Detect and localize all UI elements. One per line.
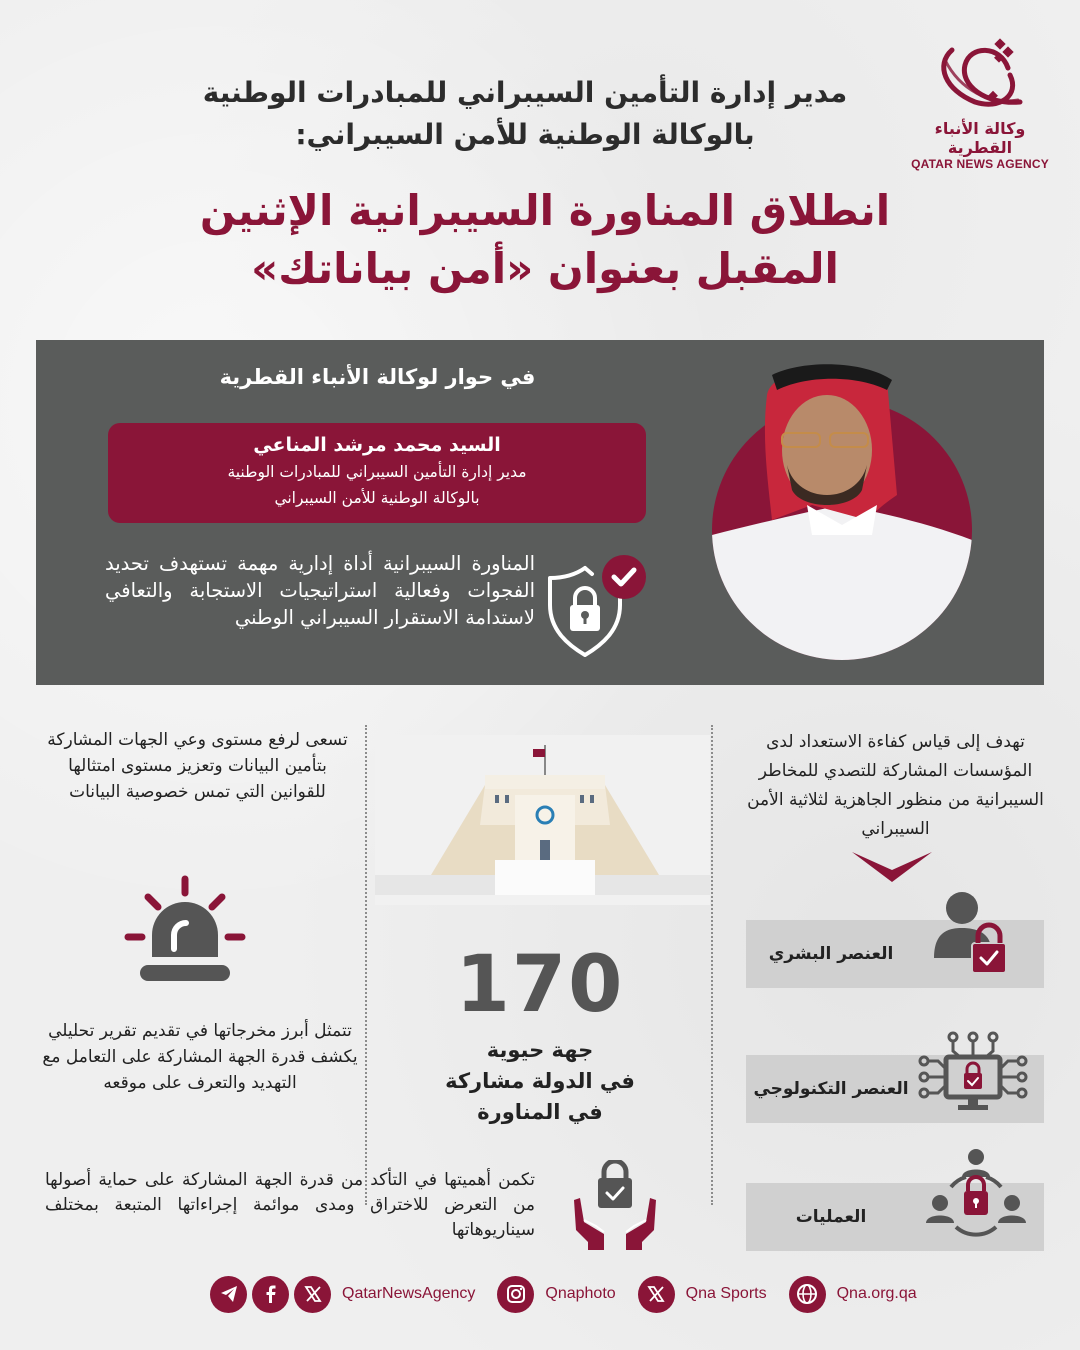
social-footer <box>210 1275 939 1313</box>
page-title: انطلاق المناورة السيبرانية الإثنين المقبل بعنوان «أمن بياناتك» <box>199 186 891 293</box>
telegram-icon[interactable] <box>210 1276 247 1313</box>
ncsa-building-photo <box>375 735 710 905</box>
name-card <box>108 423 646 523</box>
logo-english-text: QATAR NEWS AGENCY <box>911 157 1049 171</box>
participants-count: 170 <box>455 940 625 1030</box>
chevron-down-icon <box>852 852 932 888</box>
handle-sports-link[interactable]: Qna Sports <box>685 1285 767 1302</box>
participants-label-line2: في الدولة مشاركة <box>445 1069 635 1093</box>
handle-main-link[interactable]: QatarNewsAgency <box>342 1285 476 1302</box>
hands-lock-icon <box>570 1160 660 1250</box>
speaker-name: السيد محمد مرشد المناعي <box>253 434 501 456</box>
facebook-icon[interactable] <box>252 1276 289 1313</box>
subtitle: مدير إدارة التأمين السيبراني للمبادرات الوطنية بالوكالة الوطنية للأمن السيبراني: <box>202 76 848 151</box>
globe-icon[interactable] <box>789 1276 826 1313</box>
x-twitter-icon[interactable] <box>294 1276 331 1313</box>
team-lock-icon <box>926 1147 1026 1237</box>
awareness-description: تسعى لرفع مستوى وعي الجهات المشاركة بتأمين البيانات وتعزيز مستوى امتثالها للقوانين التي تمس خصوصية البيانات <box>47 730 348 802</box>
logo-arabic-text: وكالة الأنباء القطرية <box>934 119 1026 157</box>
participants-label-line1: جهة حيوية <box>486 1038 594 1062</box>
element-label-technology: العنصر التكنولوجي <box>753 1079 909 1099</box>
portrait-photo <box>712 355 972 665</box>
element-label-human: العنصر البشري <box>768 944 894 964</box>
importance-description: تكمن أهميتها في التأكد من قدرة الجهة المشاركة على حماية أصولها من التعرض للاختراق ومدى موائمة إجراءاتها المتبعة بمختلف سيناريوهاتها <box>45 1170 535 1240</box>
participants-label <box>400 1035 680 1128</box>
x-sports-icon[interactable] <box>638 1276 675 1313</box>
outputs-description: تتمثل أبرز مخرجاتها في تقديم تقرير تحليلي يكشف قدرة الجهة المشاركة على التعامل مع التهديد والتعرف على موقعه <box>42 1021 358 1093</box>
column-divider-right <box>711 725 713 1205</box>
siren-alert-icon <box>120 875 250 985</box>
handle-instagram-link[interactable]: Qnaphoto <box>545 1285 616 1302</box>
participants-label-line3: في المناورة <box>477 1100 603 1124</box>
interview-label: في حوار لوكالة الأنباء القطرية <box>219 365 536 389</box>
element-row-human <box>746 920 1044 988</box>
speaker-role-line1: مدير إدارة التأمين السيبراني للمبادرات الوطنية <box>227 463 527 481</box>
speaker-role-line2: بالوكالة الوطنية للأمن السيبراني <box>274 489 480 507</box>
computer-circuit-lock-icon <box>918 1029 1028 1114</box>
qna-emblem-icon <box>930 30 1030 115</box>
user-lock-icon <box>932 888 1012 984</box>
qna-logo <box>905 30 1055 171</box>
element-row-operations <box>746 1183 1044 1251</box>
element-row-technology <box>746 1055 1044 1123</box>
instagram-icon[interactable] <box>497 1276 534 1313</box>
readiness-description: تهدف إلى قياس كفاءة الاستعداد لدى المؤسسات المشاركة للتصدي للمخاطر السيبرانية من منظور الجاهزية لثلاثية الأمن السيبراني <box>747 732 1044 839</box>
element-label-operations: العمليات <box>795 1207 867 1227</box>
column-divider-left <box>365 725 367 1205</box>
website-link[interactable]: Qna.org.qa <box>836 1285 917 1302</box>
panel-description: المناورة السيبرانية أداة إدارية مهمة تستهدف تحديد الفجوات وفعالية استراتيجيات الاستجابة والتعافي لاستدامة الاستقرار السيبراني الوطني <box>105 552 535 629</box>
shield-lock-check-icon <box>540 550 650 660</box>
